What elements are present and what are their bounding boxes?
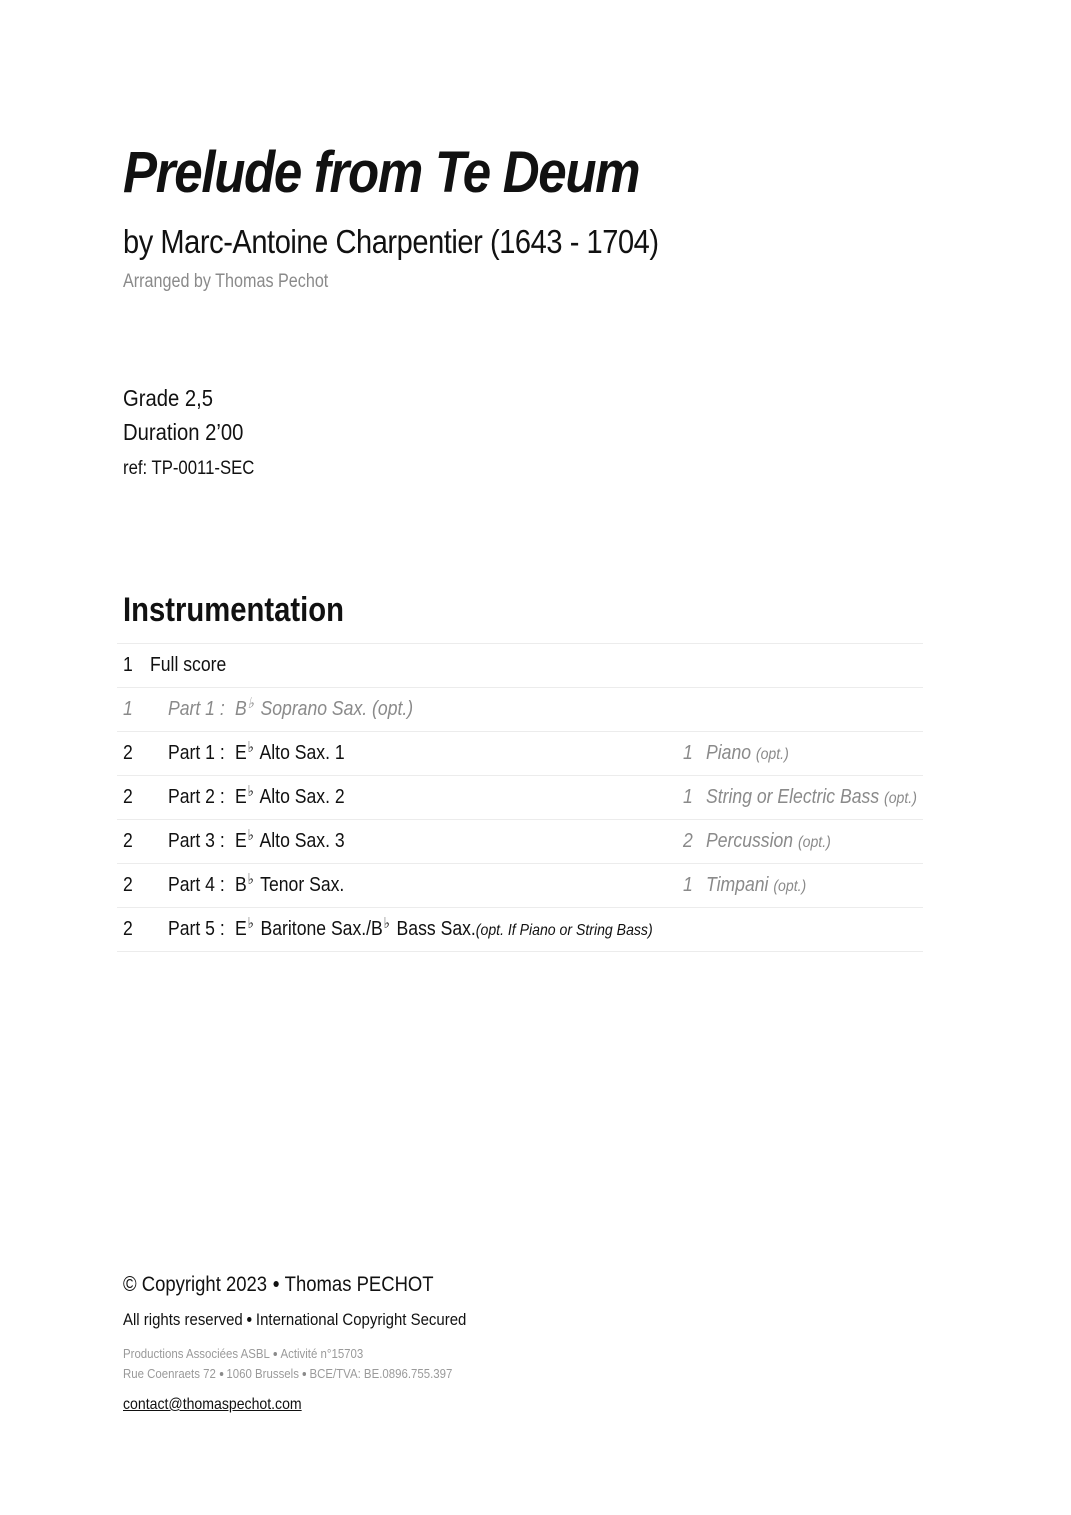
- instrumentation-table: [117, 643, 923, 952]
- author-name: Thomas PECHOT: [284, 1273, 434, 1296]
- right-instrument: [706, 864, 806, 907]
- row-part: Part 1 :: [168, 698, 225, 720]
- row-instrument: [235, 820, 345, 863]
- row-part: Part 3 :: [168, 830, 225, 852]
- optional-note: (opt. If Piano or String Bass): [475, 922, 653, 939]
- instrument-name: Soprano Sax. (opt.): [255, 698, 414, 720]
- table-row: [117, 731, 923, 775]
- flat-symbol: ♭: [247, 695, 254, 712]
- instrument-name: Timpani: [706, 874, 769, 896]
- key-letter: E: [235, 786, 247, 808]
- page-title: Prelude from Te Deum: [123, 140, 640, 205]
- table-row: [117, 775, 923, 819]
- duration-label: Duration 2’00: [123, 419, 244, 445]
- optional-note: (opt.): [797, 834, 831, 851]
- row-part: Part 1 :: [168, 742, 225, 764]
- instrument-name: Piano: [706, 742, 752, 764]
- instrumentation-heading: Instrumentation: [123, 591, 344, 629]
- rights-text: All rights reserved: [123, 1310, 243, 1329]
- row-quantity: 2: [123, 786, 133, 808]
- row-quantity: 1: [123, 698, 133, 720]
- row-quantity: 2: [123, 874, 133, 896]
- flat-symbol: ♭: [383, 915, 390, 932]
- instrument-name: Tenor Sax.: [255, 874, 345, 896]
- row-quantity: 2: [123, 830, 133, 852]
- row-instrument: [235, 732, 345, 775]
- row-part: Part 5 :: [168, 918, 225, 940]
- row-instrument: [235, 776, 345, 819]
- address-street: Rue Coenraets 72: [123, 1366, 216, 1381]
- right-quantity: 1: [683, 742, 693, 764]
- reference-code: ref: TP-0011-SEC: [123, 458, 255, 479]
- table-row: [117, 819, 923, 863]
- right-instrument: [706, 820, 831, 863]
- instrument-name: Alto Sax. 3: [255, 830, 345, 852]
- composer-line: by Marc-Antoine Charpentier (1643 - 1704): [123, 223, 659, 260]
- row-label: Full score: [150, 654, 227, 676]
- grade-label: Grade 2,5: [123, 385, 214, 411]
- key-letter: E: [235, 830, 247, 852]
- optional-note: (opt.): [773, 878, 807, 895]
- row-part: Part 2 :: [168, 786, 225, 808]
- rights-text: International Copyright Secured: [255, 1310, 467, 1329]
- bullet-icon: [302, 1372, 306, 1376]
- instrument-name: Alto Sax. 1: [255, 742, 345, 764]
- right-instrument: [706, 732, 789, 775]
- row-instrument: [235, 864, 344, 907]
- row-instrument: [235, 908, 653, 951]
- bullet-icon: [273, 1281, 278, 1287]
- copyright-text: © Copyright 2023: [123, 1273, 268, 1296]
- table-row: [117, 863, 923, 907]
- instrument-rows: [117, 687, 923, 907]
- arranger-line: Arranged by Thomas Pechot: [123, 271, 329, 292]
- key-letter: E: [235, 918, 247, 940]
- bullet-icon: [219, 1372, 223, 1376]
- contact-email-link[interactable]: contact@thomaspechot.com: [123, 1396, 302, 1413]
- company-activity: Activité n°15703: [280, 1346, 364, 1361]
- address-city: 1060 Brussels: [226, 1366, 299, 1381]
- row-instrument: [235, 688, 413, 731]
- flat-symbol: ♭: [247, 739, 254, 756]
- row-quantity: 2: [123, 742, 133, 764]
- vat-number: BCE/TVA: BE.0896.755.397: [309, 1366, 453, 1381]
- row-quantity: 2: [123, 918, 133, 940]
- company-line: [123, 1344, 466, 1364]
- flat-symbol: ♭: [247, 871, 254, 888]
- right-quantity: 2: [683, 830, 693, 852]
- company-name: Productions Associées ASBL: [123, 1346, 270, 1361]
- instrument-name: Baritone Sax./B: [255, 918, 383, 940]
- flat-symbol: ♭: [247, 827, 254, 844]
- address-line: [123, 1364, 466, 1384]
- bullet-icon: [247, 1317, 251, 1322]
- right-instrument: [706, 776, 917, 819]
- instrument-name: Alto Sax. 2: [255, 786, 345, 808]
- rights-line: [123, 1308, 466, 1332]
- table-row-full-score: [117, 643, 923, 687]
- instrument-name: Percussion: [706, 830, 794, 852]
- score-meta: [123, 381, 272, 489]
- optional-note: (opt.): [755, 746, 789, 763]
- copyright-line: [123, 1270, 466, 1300]
- table-row: [117, 907, 923, 952]
- optional-note: (opt.): [884, 790, 917, 807]
- row-quantity: 1: [123, 654, 133, 676]
- row-part: Part 4 :: [168, 874, 225, 896]
- key-letter: E: [235, 742, 247, 764]
- table-row: [117, 687, 923, 731]
- right-quantity: 1: [683, 874, 693, 896]
- flat-symbol: ♭: [247, 915, 254, 932]
- right-quantity: 1: [683, 786, 693, 808]
- instrument-name: String or Electric Bass: [706, 786, 880, 808]
- key-letter: B: [235, 698, 247, 720]
- flat-symbol: ♭: [247, 783, 254, 800]
- key-letter: B: [235, 874, 247, 896]
- footer: [123, 1270, 513, 1416]
- instrument-name: Bass Sax.: [391, 918, 476, 940]
- bullet-icon: [273, 1352, 277, 1356]
